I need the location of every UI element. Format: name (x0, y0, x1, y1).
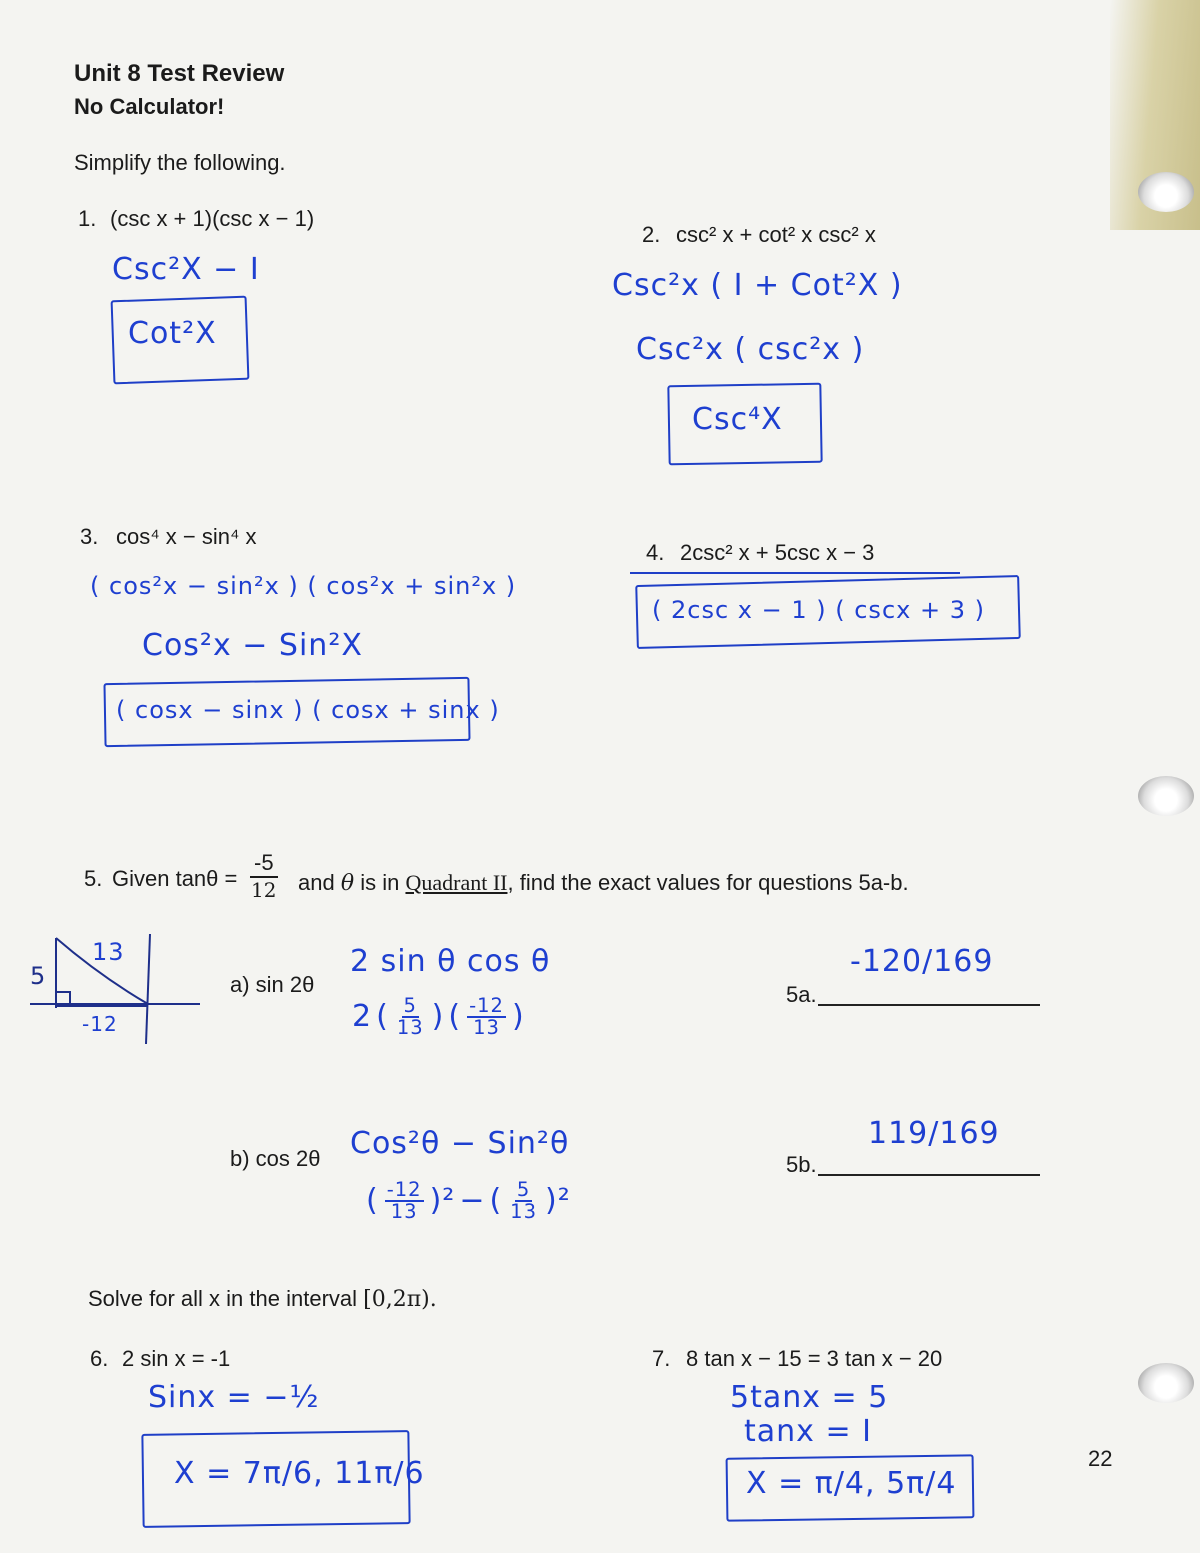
page-number: 22 (1088, 1446, 1113, 1471)
fraction (467, 996, 506, 1037)
problem-5a-work-1: 2 sin θ cos θ (350, 944, 551, 979)
problem-5-number: 5. (84, 866, 103, 891)
problem-7-answer: X = π/4, 5π/4 (746, 1466, 957, 1501)
problem-7-work-2: tanx = I (744, 1414, 872, 1449)
fraction-numerator: -12 (386, 1178, 422, 1201)
problem-5-given-prefix: Given tanθ = (112, 866, 238, 891)
fraction-denominator: 13 (510, 1199, 537, 1223)
problem-7-number: 7. (652, 1346, 671, 1371)
paren-close-squared: )² (545, 1183, 571, 1218)
triangle-opposite-label: 5 (30, 962, 47, 990)
problem-4-answer: ( 2csc x − 1 ) ( cscx + 3 ) (652, 596, 985, 624)
problem-6-answer: X = 7π/6, 11π/6 (174, 1456, 425, 1491)
problem-7-work-1: 5tanx = 5 (730, 1380, 889, 1415)
page-title: Unit 8 Test Review (74, 60, 285, 87)
problem-5a-label: a) sin 2θ (230, 972, 315, 997)
page-subtitle: No Calculator! (74, 94, 225, 119)
problem-3-work-2: Cos²x − Sin²X (142, 628, 363, 663)
problem-4-expression: 2csc² x + 5csc x − 3 (680, 540, 875, 565)
problem-6-number: 6. (90, 1346, 109, 1371)
problem-7-expression: 8 tan x − 15 = 3 tan x − 20 (686, 1346, 943, 1371)
minus-sign: − (459, 1183, 486, 1218)
solve-prefix: Solve for all x in the interval (88, 1286, 358, 1311)
problem-1-number: 1. (78, 206, 97, 231)
fraction-numerator: 5 (516, 1178, 531, 1201)
fraction-numerator: 5 (403, 994, 417, 1017)
paren-open: ( (489, 1183, 503, 1218)
problem-5a-answer: -120/169 (850, 944, 994, 979)
paren-open: ( (448, 999, 462, 1034)
fraction-denominator: 12 (251, 878, 277, 902)
answer-line (818, 1174, 1040, 1176)
given-and: and (298, 870, 335, 895)
problem-6-expression: 2 sin x = -1 (122, 1346, 231, 1371)
underline (630, 572, 960, 574)
problem-2-expression: csc² x + cot² x csc² x (676, 222, 876, 247)
problem-5a-answer-label: 5a. (786, 982, 817, 1007)
problem-5b-work-2 (366, 1180, 571, 1221)
problem-2-work-2: Csc²x ( csc²x ) (636, 332, 865, 367)
fraction-denominator: 13 (396, 1015, 424, 1039)
fraction-denominator: 13 (473, 1015, 500, 1039)
fraction (385, 1180, 424, 1221)
problem-5a-work-2 (352, 996, 525, 1037)
fraction-numerator: -5 (250, 850, 278, 878)
hole-punch (1138, 172, 1194, 212)
fraction (508, 1180, 539, 1221)
answer-line (818, 1004, 1040, 1006)
solve-interval: [0,2π). (363, 1287, 437, 1312)
instruction-simplify: Simplify the following. (74, 150, 286, 175)
problem-5b-answer-label: 5b. (786, 1152, 817, 1177)
triangle-adjacent-label: -12 (82, 1012, 118, 1036)
problem-2-number: 2. (642, 222, 661, 247)
problem-3-expression: cos⁴ x − sin⁴ x (116, 524, 257, 549)
fraction (395, 996, 426, 1037)
problem-1-answer: Cot²X (128, 316, 217, 351)
given-quadrant: Quadrant II (405, 870, 508, 895)
problem-4-number: 4. (646, 540, 665, 565)
triangle-hypotenuse-label: 13 (92, 938, 125, 966)
given-rest: , find the exact values for questions 5a-b. (507, 870, 909, 895)
problem-5b-answer: 119/169 (868, 1116, 1000, 1151)
hole-punch (1138, 776, 1194, 816)
fraction-numerator: -12 (469, 994, 504, 1017)
paren-close: ) (431, 999, 445, 1034)
hole-punch (1138, 1363, 1194, 1403)
problem-1-work: Csc²X − I (112, 252, 260, 287)
problem-1-expression: (csc x + 1)(csc x − 1) (110, 206, 315, 231)
problem-5-given-text (298, 870, 909, 896)
paren-open: ( (376, 999, 389, 1034)
problem-2-answer: Csc⁴X (692, 402, 783, 437)
fraction-denominator: 13 (390, 1199, 418, 1223)
problem-6-work: Sinx = −½ (148, 1380, 320, 1415)
problem-3-answer: ( cosx − sinx ) ( cosx + sinx ) (116, 696, 500, 724)
given-is-in: is in (360, 870, 400, 895)
paren-open: ( (366, 1183, 379, 1218)
problem-5b-label: b) cos 2θ (230, 1146, 321, 1171)
problem-2-work-1: Csc²x ( I + Cot²X ) (612, 268, 903, 303)
paren-close: ) (511, 999, 525, 1034)
problem-3-number: 3. (80, 524, 99, 549)
problem-5b-work-1: Cos²θ − Sin²θ (350, 1126, 570, 1161)
problem-3-work-1: ( cos²x − sin²x ) ( cos²x + sin²x ) (90, 572, 517, 600)
problem-5-fraction (250, 850, 278, 902)
given-theta: θ (340, 871, 355, 896)
work-coefficient: 2 (352, 999, 373, 1034)
paren-close-squared: )² (429, 1183, 456, 1218)
instruction-solve (88, 1286, 437, 1312)
